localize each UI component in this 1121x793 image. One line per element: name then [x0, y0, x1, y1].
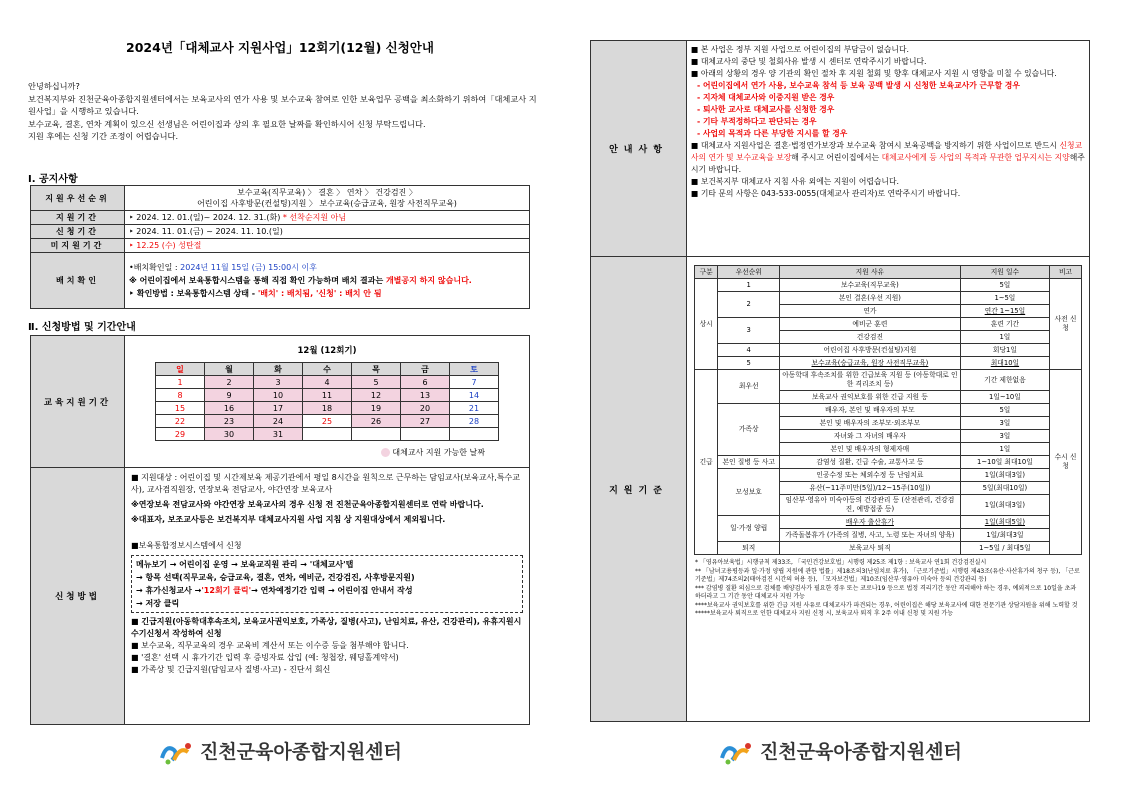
- days-cell: 1일/최대3일: [960, 529, 1049, 542]
- intro-text: [28, 80, 538, 143]
- group-mat: 모성보호: [718, 469, 780, 516]
- cal-date: 16: [205, 402, 254, 415]
- guide-item: ■ 대체교사의 중단 및 철회사유 발생 시 센터로 연락주시기 바랍니다.: [691, 57, 927, 66]
- calendar-title: 12월 (12회기): [297, 346, 357, 356]
- cal-date: 12: [352, 389, 401, 402]
- days-cell: 훈련 기간: [960, 318, 1049, 331]
- confirm1a: •배치확인일 :: [129, 263, 181, 272]
- footnote: ****보육교사 권익보호를 위한 긴급 지원 사유로 대체교사가 파견되는 경우, 어린이집은 해당 보육교사에 대한 전문기관 상담지원을 위해 노력할 것: [695, 601, 1078, 609]
- days-cell: 1일: [960, 331, 1049, 344]
- flow-step: → 저장 클릭: [136, 599, 180, 608]
- guide-red: - 어린이집에서 연가 사용, 보수교육 참석 등 보육 공백 발생 시 신청한 보육교사가 근무할 경우: [697, 81, 1020, 90]
- col-header: 구분: [695, 266, 718, 279]
- guide-red: - 퇴사한 교사로 대체교사를 신청한 경우: [697, 105, 835, 114]
- intro-line: 지원 후에는 신청 기간 조정이 어렵습니다.: [28, 131, 179, 141]
- cal-date: 20: [401, 402, 450, 415]
- cal-date: 25: [303, 415, 352, 428]
- urgent-label: 긴급: [695, 370, 718, 555]
- cal-date: 26: [352, 415, 401, 428]
- guide-item: 신청교사의 연가 및 보수교육을 보장: [691, 141, 1083, 162]
- flow-step: 메뉴보기 → 어린이집 운영 → 보육교직원 관리 → '대체교사'탭: [136, 560, 354, 569]
- logo-icon: [158, 740, 194, 766]
- guide-item: ■ 아래의 상황의 경우 양 기관의 확인 절차 후 지원 철회 및 향후 대체교사 지원 시 영향을 미칠 수 있습니다.: [691, 69, 1057, 78]
- regular-label: 상시: [695, 279, 718, 370]
- cal-date: [352, 428, 401, 441]
- legend-dot-icon: [381, 448, 390, 457]
- apply-table: [30, 335, 530, 725]
- cal-date: 29: [156, 428, 205, 441]
- rank-label: 지원우선순위: [31, 186, 125, 211]
- days-cell: 기간 제한없음: [960, 370, 1049, 391]
- period-label: 지원기간: [31, 211, 125, 225]
- group-ret: 퇴직: [718, 542, 780, 555]
- guide-item: ■ 보건복지부 대체교사 지침 사유 외에는 지원이 어렵습니다.: [691, 177, 899, 186]
- cal-date: 28: [450, 415, 499, 428]
- col-header: 지원 일수: [960, 266, 1049, 279]
- days-cell: 1일(최대5일): [960, 516, 1049, 529]
- apply-label: 신청기간: [31, 225, 125, 239]
- reason-cell: 어린이집 사후방문(컨설팅)지원: [780, 344, 961, 357]
- logo-text: 진천군육아종합지원센터: [760, 741, 962, 763]
- intro-line: 보수교육, 결혼, 연차 계획이 있으신 선생님은 어린이집과 상의 후 필요한 날짜를 확인하시어 신청 부탁드립니다.: [28, 118, 426, 129]
- guide-item: ■ 기타 문의 사항은 043-533-0055(대체교사 관리자)로 연락주시기 바랍니다.: [691, 189, 961, 198]
- reason-cell: 감염성 질환, 긴급 수술, 교통사고 등: [780, 456, 961, 469]
- group-top: 최우선: [718, 370, 780, 404]
- cal-date: 22: [156, 415, 205, 428]
- flow-step: → 휴가신청교사 →: [136, 586, 202, 595]
- cal-day-header: 토: [450, 363, 499, 376]
- page-title: 2024년「대체교사 지원사업」12회기(12월) 신청안내: [126, 40, 434, 55]
- days-cell: 1~10일 최대10일: [960, 456, 1049, 469]
- cal-date: 21: [450, 402, 499, 415]
- cal-date: 24: [254, 415, 303, 428]
- nodispatch-value: ‣ 12.25 (수) 성탄절: [125, 239, 530, 253]
- cal-date: 18: [303, 402, 352, 415]
- note1: ※연장보육 전담교사와 야간연장 보육교사의 경우 신청 전 진천군육아종합지원센터로 연락 바랍니다.: [131, 500, 484, 509]
- bullet: ■ 가족상 및 긴급지원(담임교사 질병·사고) - 진단서 회신: [131, 665, 331, 674]
- reason-cell: 예비군 훈련: [780, 318, 961, 331]
- guide-item: 해주시기 바랍니다.: [691, 153, 1085, 174]
- period-note: * 선착순지원 아님: [280, 213, 347, 222]
- regular-note: 사전 신청: [1050, 279, 1082, 370]
- method-label: 신청방법: [31, 468, 125, 725]
- cal-date: 13: [401, 389, 450, 402]
- cal-date: 4: [303, 376, 352, 389]
- reason-cell: 본인 및 배우자의 형제자매: [780, 443, 961, 456]
- bullet: ■ '결혼' 선택 시 휴가기간 입력 후 증빙자료 삽입 (예: 청첩장, 웨딩홀계약서): [131, 653, 399, 662]
- cal-date: 31: [254, 428, 303, 441]
- flow-box: [131, 555, 523, 613]
- section1-heading: Ⅰ. 공지사항: [28, 174, 78, 185]
- days-cell: 회당1일: [960, 344, 1049, 357]
- rank-line2: 어린이집 사후방문(컨설팅)지원 〉 보수교육(승급교육, 원장 사전직무교육): [197, 199, 457, 208]
- logo-text: 진천군육아종합지원센터: [200, 741, 402, 763]
- rank-cell: 1: [718, 279, 780, 292]
- cal-date: 14: [450, 389, 499, 402]
- guide-item: ■ 대체교사 지원사업은 결혼·법정연가보장과 보수교육 참여시 보육공백을 방지하기 위한 사업이므로 반드시: [691, 141, 1060, 150]
- guide-table: [590, 40, 1090, 722]
- logo-icon: [718, 740, 754, 766]
- reason-cell: 임산부·영유아 미숙아등의 건강관리 등 (산전관리, 건강검진, 예방접종 등): [780, 495, 961, 516]
- reason-cell: 보수교육(직무교육): [780, 279, 961, 292]
- cal-date: 19: [352, 402, 401, 415]
- apply-value: ‣ 2024. 11. 01.(금) ~ 2024. 11. 10.(일): [125, 225, 530, 239]
- cal-day-header: 금: [401, 363, 450, 376]
- cal-date: 30: [205, 428, 254, 441]
- note2: ※대표자, 보조교사등은 보건복지부 대체교사지원 사업 지침 상 지원대상에서 제외됩니다.: [131, 515, 446, 524]
- days-cell: 1일(최대3일): [960, 469, 1049, 482]
- days-cell: 3일: [960, 430, 1049, 443]
- col-header: 우선순위: [718, 266, 780, 279]
- guide-item: 해 주시고 어린이집에서는: [791, 153, 882, 162]
- reason-cell: 보육교사 퇴직: [780, 542, 961, 555]
- cal-date: 17: [254, 402, 303, 415]
- days-cell: 최대10일: [960, 357, 1049, 370]
- group-ill: 본인 질병 등 사고: [718, 456, 780, 469]
- cal-date: [401, 428, 450, 441]
- calendar: [155, 362, 499, 441]
- criteria-label: 지원기준: [591, 257, 687, 722]
- cal-date: [303, 428, 352, 441]
- days-cell: 1~5일 / 최대5일: [960, 542, 1049, 555]
- cal-date: 1: [156, 376, 205, 389]
- footnote: *****보육교사 퇴직으로 인한 대체교사 지원 신청 시, 보육교사 퇴직 후 2주 이내 신청 및 지원 가능: [695, 610, 953, 617]
- reason-cell: 자녀와 그 자녀의 배우자: [780, 430, 961, 443]
- target-text: ■ 지원대상 : 어린이집 및 시간제보육 제공기관에서 평일 8시간을 원칙으로 근무하는 담임교사(보육교사,특수교사), 교사겸직원장, 연장보육 전담교사, 야간연장 보육교사: [131, 473, 521, 494]
- calendar-legend: [125, 447, 485, 458]
- col-header: 비고: [1050, 266, 1082, 279]
- cal-date: 11: [303, 389, 352, 402]
- reason-cell: 유산(~11주미만(5일)/12~15주(10일)): [780, 482, 961, 495]
- flow-step: → 연차예정기간 입력 → 어린이집 안내서 작성: [251, 586, 413, 595]
- rank-line1: 보수교육(직무교육) 〉 결혼 〉 연차 〉 건강검진 〉: [237, 188, 417, 197]
- cal-date: 10: [254, 389, 303, 402]
- col-header: 지원 사유: [780, 266, 961, 279]
- days-cell: 1~5일: [960, 292, 1049, 305]
- reason-cell: 보수교육(승급교육, 원장 사전직무교육): [780, 357, 961, 370]
- days-cell: 1일~10일: [960, 391, 1049, 404]
- section2-heading: Ⅱ. 신청방법 및 기간안내: [28, 322, 136, 333]
- reason-cell: 보육교사 권익보호를 위한 긴급 지원 등: [780, 391, 961, 404]
- reason-cell: 가족돌봄휴가 (가족의 질병, 사고, 노령 또는 자녀의 양육): [780, 529, 961, 542]
- guide-item: 대체교사에게 등 사업의 목적과 무관한 업무지시는 지양: [881, 153, 1070, 162]
- days-cell: 5일: [960, 279, 1049, 292]
- cal-date: 9: [205, 389, 254, 402]
- days-cell: 3일: [960, 417, 1049, 430]
- reason-cell: 본인 결혼(우선 지원): [780, 292, 961, 305]
- rank-cell: 5: [718, 357, 780, 370]
- legend-text: 대체교사 지원 가능한 날짜: [392, 448, 485, 457]
- criteria-table: [694, 265, 1082, 555]
- cal-date: 27: [401, 415, 450, 428]
- footnotes: [687, 555, 1089, 623]
- days-cell: 1일(최대3일): [960, 495, 1049, 516]
- cal-date: 2: [205, 376, 254, 389]
- footnote: *** 감염병 질환 의심으로 검체를 배양검사가 필요한 경우 또는 코로나19 등으로 법정 격리기간 동안 격리해야 하는 경우, 예외적으로 10일을 초과하더라고 그 기간 동안 대체교사 지원 가능: [695, 584, 1077, 600]
- confirm1b: 2024년 11월 15일 (금) 15:00시 이후: [180, 263, 317, 272]
- guide-label: 안내사항: [591, 41, 687, 257]
- cal-date: 7: [450, 376, 499, 389]
- days-cell: 1일: [960, 443, 1049, 456]
- cal-date: 3: [254, 376, 303, 389]
- rank-cell: 4: [718, 344, 780, 357]
- guide-item: ■ 본 사업은 정부 지원 사업으로 어린이집의 부담금이 없습니다.: [691, 45, 909, 54]
- cal-day-header: 월: [205, 363, 254, 376]
- intro-line: 보건복지부와 진천군육아종합지원센터에서는 보육교사의 연가 사용 및 보수교육 참여로 인한 보육업무 공백을 최소화하기 위하여「대체교사 지원사업」을 시행하고 있습니다.: [28, 93, 537, 116]
- group-fam: 가족상: [718, 404, 780, 456]
- center-logo: [718, 737, 962, 766]
- cal-date: 8: [156, 389, 205, 402]
- cal-date: 15: [156, 402, 205, 415]
- cal-date: 23: [205, 415, 254, 428]
- cal-date: 6: [401, 376, 450, 389]
- reason-cell: 아동학대 후속조치를 위한 긴급보육 지원 등 (아동학대로 인한 격리조치 등): [780, 370, 961, 391]
- guide-red: - 지자체 대체교사와 이중지원 받은 경우: [697, 93, 835, 102]
- guide-red: - 기타 부적정하다고 판단되는 경우: [697, 117, 817, 126]
- flow-step: '12회기 클릭': [201, 586, 252, 595]
- group-care: 일·가정 양립: [718, 516, 780, 542]
- rank-cell: 3: [718, 318, 780, 344]
- notice-table: [30, 185, 530, 309]
- reason-cell: 인공수정 또는 체외수정 등 난임치료: [780, 469, 961, 482]
- left-page: [0, 0, 560, 793]
- confirm3b: '배치' : 배치됨, '신청' : 배치 안 됨: [257, 289, 382, 298]
- guide-red: - 사업의 목적과 다른 부당한 지시를 할 경우: [697, 129, 848, 138]
- rank-cell: 2: [718, 292, 780, 318]
- bullet: ■ 긴급지원(아동학대후속조치, 보육교사권익보호, 가족상, 질병(사고), 난임치료, 유산, 건강관리), 유휴지원시 수기신청서 작성하여 신청: [131, 617, 522, 638]
- nodispatch-label: 미지원기간: [31, 239, 125, 253]
- cal-day-header: 일: [156, 363, 205, 376]
- confirm3a: ‣ 확인방법 : 보육통합시스템 상태 -: [129, 289, 258, 298]
- reason-cell: 건강검진: [780, 331, 961, 344]
- reason-cell: 배우자 출산휴가: [780, 516, 961, 529]
- confirm-label: 배치확인: [31, 253, 125, 309]
- center-logo: [158, 737, 402, 766]
- cal-day-header: 화: [254, 363, 303, 376]
- cal-day-header: 목: [352, 363, 401, 376]
- footnote: ** 「남녀고용평등과 일·가정 양립 지원에 관한 법률」제18조의3(난임치료 휴가), 「근로기준법」시행령 제43조(유산·사산휴가의 청구 등), 「근로기준법」제74조의2(태아검진 시간의 허용 등), 「모자보건법」제10조(임산부·영유아 미숙아 등의 건강관리 등): [695, 567, 1080, 583]
- days-cell: 5일: [960, 404, 1049, 417]
- edu-label: 교육지원기간: [31, 336, 125, 468]
- intro-line: 안녕하십니까?: [28, 81, 80, 91]
- confirm2b: 개별공지 하지 않습니다.: [385, 276, 472, 285]
- days-cell: 5일(최대10일): [960, 482, 1049, 495]
- confirm2a: ※ 어린이집에서 보육통합시스템을 통해 직접 확인 가능하며 배치 결과는: [129, 276, 386, 285]
- cal-day-header: 수: [303, 363, 352, 376]
- right-page: [560, 0, 1121, 793]
- flow-step: → 항목 선택(직무교육, 승급교육, 결혼, 연차, 예비군, 건강검진, 사후방문지원): [136, 573, 415, 582]
- reason-cell: 본인 및 배우자의 조부모·외조부모: [780, 417, 961, 430]
- footnote: * 「영유아보육법」시행규칙 제33조, 「국민건강보호법」시행령 제25조 제1항 : 보육교사 연1회 건강검진실시: [695, 559, 987, 566]
- period-value: ‣ 2024. 12. 01.(일)~ 2024. 12. 31.(화): [129, 213, 281, 222]
- system-text: ■보육통합정보시스템에서 신청: [131, 541, 242, 550]
- days-cell: 연간 1~15일: [960, 305, 1049, 318]
- reason-cell: 배우자, 본인 및 배우자의 부모: [780, 404, 961, 417]
- bullet: ■ 보수교육, 직무교육의 경우 교육비 계산서 또는 이수증 등을 첨부해야 합니다.: [131, 641, 409, 650]
- cal-date: [450, 428, 499, 441]
- cal-date: 5: [352, 376, 401, 389]
- reason-cell: 연가: [780, 305, 961, 318]
- urgent-note: 수시 신청: [1050, 370, 1082, 555]
